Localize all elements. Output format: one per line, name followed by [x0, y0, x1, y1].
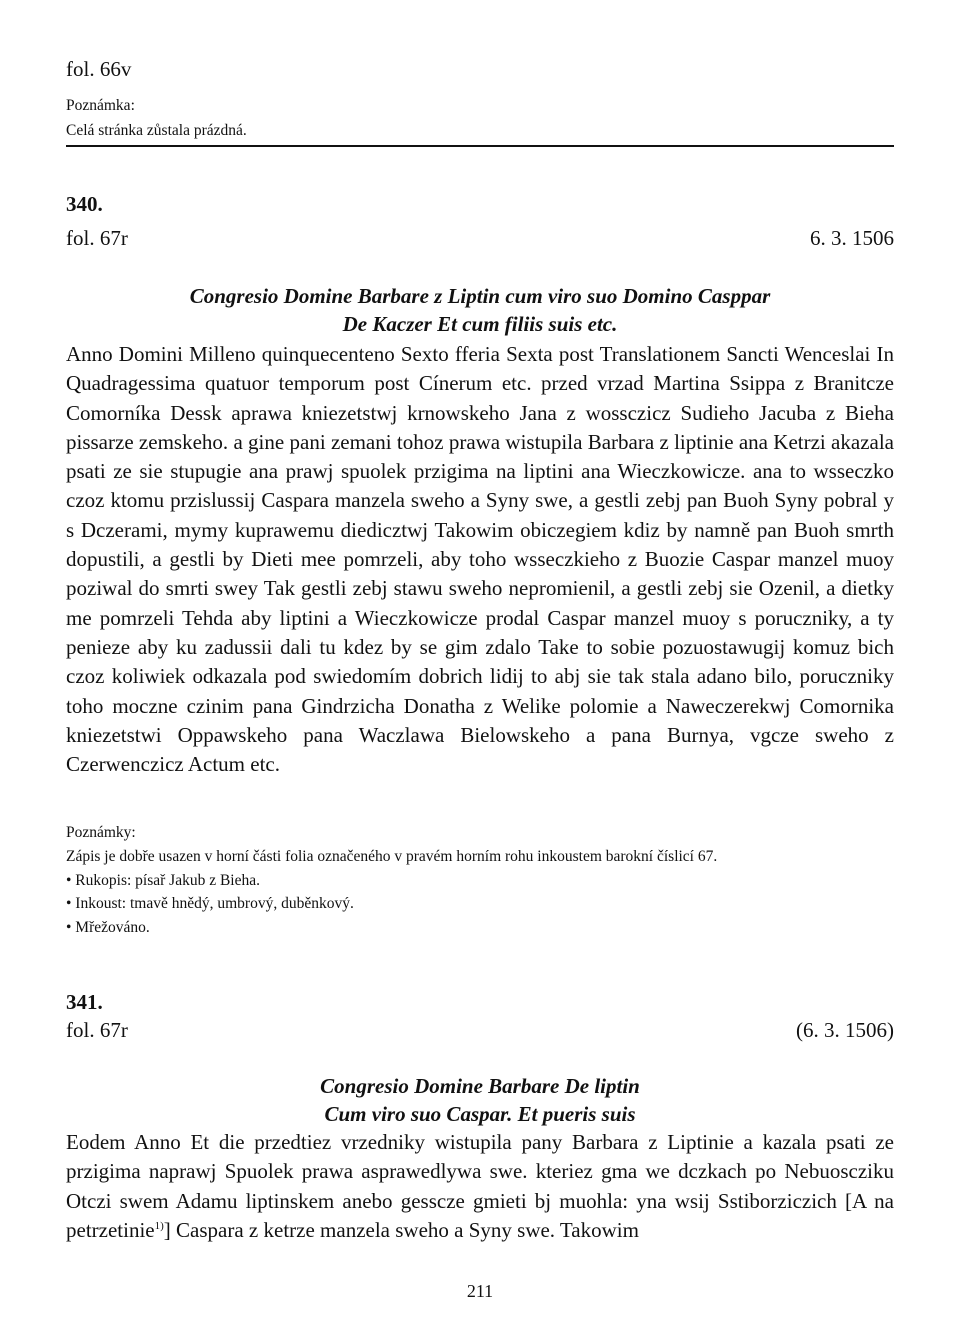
folio-66v: fol. 66v — [66, 57, 132, 81]
note-line: Zápis je dobře usazen v horní části folia označeného v pravém horním rohu inkoustem barokní číslicí 67. — [66, 848, 718, 865]
note-text: Celá stránka zůstala prázdná. — [66, 122, 247, 139]
entry-341-body — [66, 1128, 894, 1245]
entry-340-notes — [66, 845, 894, 939]
entry-341-date: (6. 3. 1506) — [796, 1018, 894, 1042]
note-line: • Rukopis: písař Jakub z Bieha. — [66, 871, 260, 889]
entry-341-heading-line1: Congresio Domine Barbare De liptin — [320, 1074, 640, 1098]
note-label: Poznámka: — [66, 97, 135, 114]
entry-341-heading — [66, 1072, 894, 1128]
entry-340-heading — [66, 282, 894, 338]
entry-340-heading-line2: De Kaczer Et cum filiis suis etc. — [342, 312, 618, 336]
note-line: • Inkoust: tmavě hnědý, umbrový, duběnkový. — [66, 895, 354, 912]
page-number: 211 — [466, 1281, 494, 1301]
entry-341-folio-row — [66, 1017, 894, 1043]
entry-340-body: Anno Domini Milleno quinquecenteno Sexto fferia Sexta post Translationem Sancti Wenceslai In Quadragessima quatuor temporum post Cínerum etc. przed vrzad Martina Ssippa z Branitcze Comorníka Dessk aprawa kniezetstwj krnowskeho Jana z wossczicz Sudieho Jacuba z Bieha pissarze zemskeho. a gine pani zemani tohoz prawa wistupila Barbara z liptinie ana Ketrzi akazala psati ze sie stupugie ana prawj spuolek przigima na liptini ana Wieczkowicze. ana to wsseczko czoz ktomu przislussij Caspara manzela sweho a Syny swe, a gestli zebj pan Buoh Syny pobral y s Dczerami, mymy kuprawemu diedicztwj Takowim obiczegiem kdiz by namně pan Buoh smrth dopustili, a gestli by Dieti mee pomrzeli, aby toho wsseczkieho z Buozie Caspar manzel muoy poziwal do smrti swey Tak gestli zebj stawu sweho nepromienil, a gestli zebj sie Ozenil, a dietky me pomrzeli Tehda aby liptini a Wieczkowicze prodal Caspar manzel muoy s porucznikу, a ty penieze aby ku zadussii dali tu kdez by se gim zdalo Take to sobie pozuostawugij komuz bich czoz koliwiek odkazala pod swiedomím dobrich lidij to abj sie tak stala adano bilo, porucznikу toho moczne czinim pana Gindrzicha Donatha z Welike polomie a Naweczerekwj Comornika kniezetstwi Oppawskeho pana Waczlawa Bielowskeho a pana Burnya, vgcze sweho z Czerwenczicz Actum etc. — [66, 342, 894, 777]
entry-341-folio: fol. 67r — [66, 1018, 128, 1042]
document-page — [66, 0, 894, 1331]
entry-341-heading-line2: Cum viro suo Caspar. Et pueris suis — [324, 1102, 636, 1126]
entry-341-body-part2: ] Caspara z ketrze manzela sweho a Syny swe. Takowim — [163, 1217, 639, 1242]
entry-340-folio: fol. 67r — [66, 226, 128, 250]
entry-340-folio-row — [66, 225, 894, 251]
entry-340-heading-line1: Congresio Domine Barbare z Liptin cum viro suo Domino Casppar — [189, 284, 771, 308]
separator-rule — [66, 145, 894, 147]
note-line: • Mřežováno. — [66, 918, 150, 936]
footnote-marker: 1) — [154, 1219, 164, 1232]
entry-340-date: 6. 3. 1506 — [810, 226, 894, 250]
entry-number-340: 340. — [66, 192, 103, 216]
entry-340-notes-label: Poznámky: — [66, 824, 136, 841]
entry-341-body-part1: Eodem Anno Et die przedtiez vrzedniky wistupila pany Barbara z Liptinie a kazala psati ze przigima naprawj Spuolek prawa asprawedlywa swe. kteriez gma we dczkach po Nebuosсziku Otczi swem Adamu liptinskem anebo gessсze gmieti bj muohla: yna wsij Sstiborziczich [A na petrzetinie — [66, 1130, 894, 1242]
entry-number-341: 341. — [66, 990, 103, 1014]
